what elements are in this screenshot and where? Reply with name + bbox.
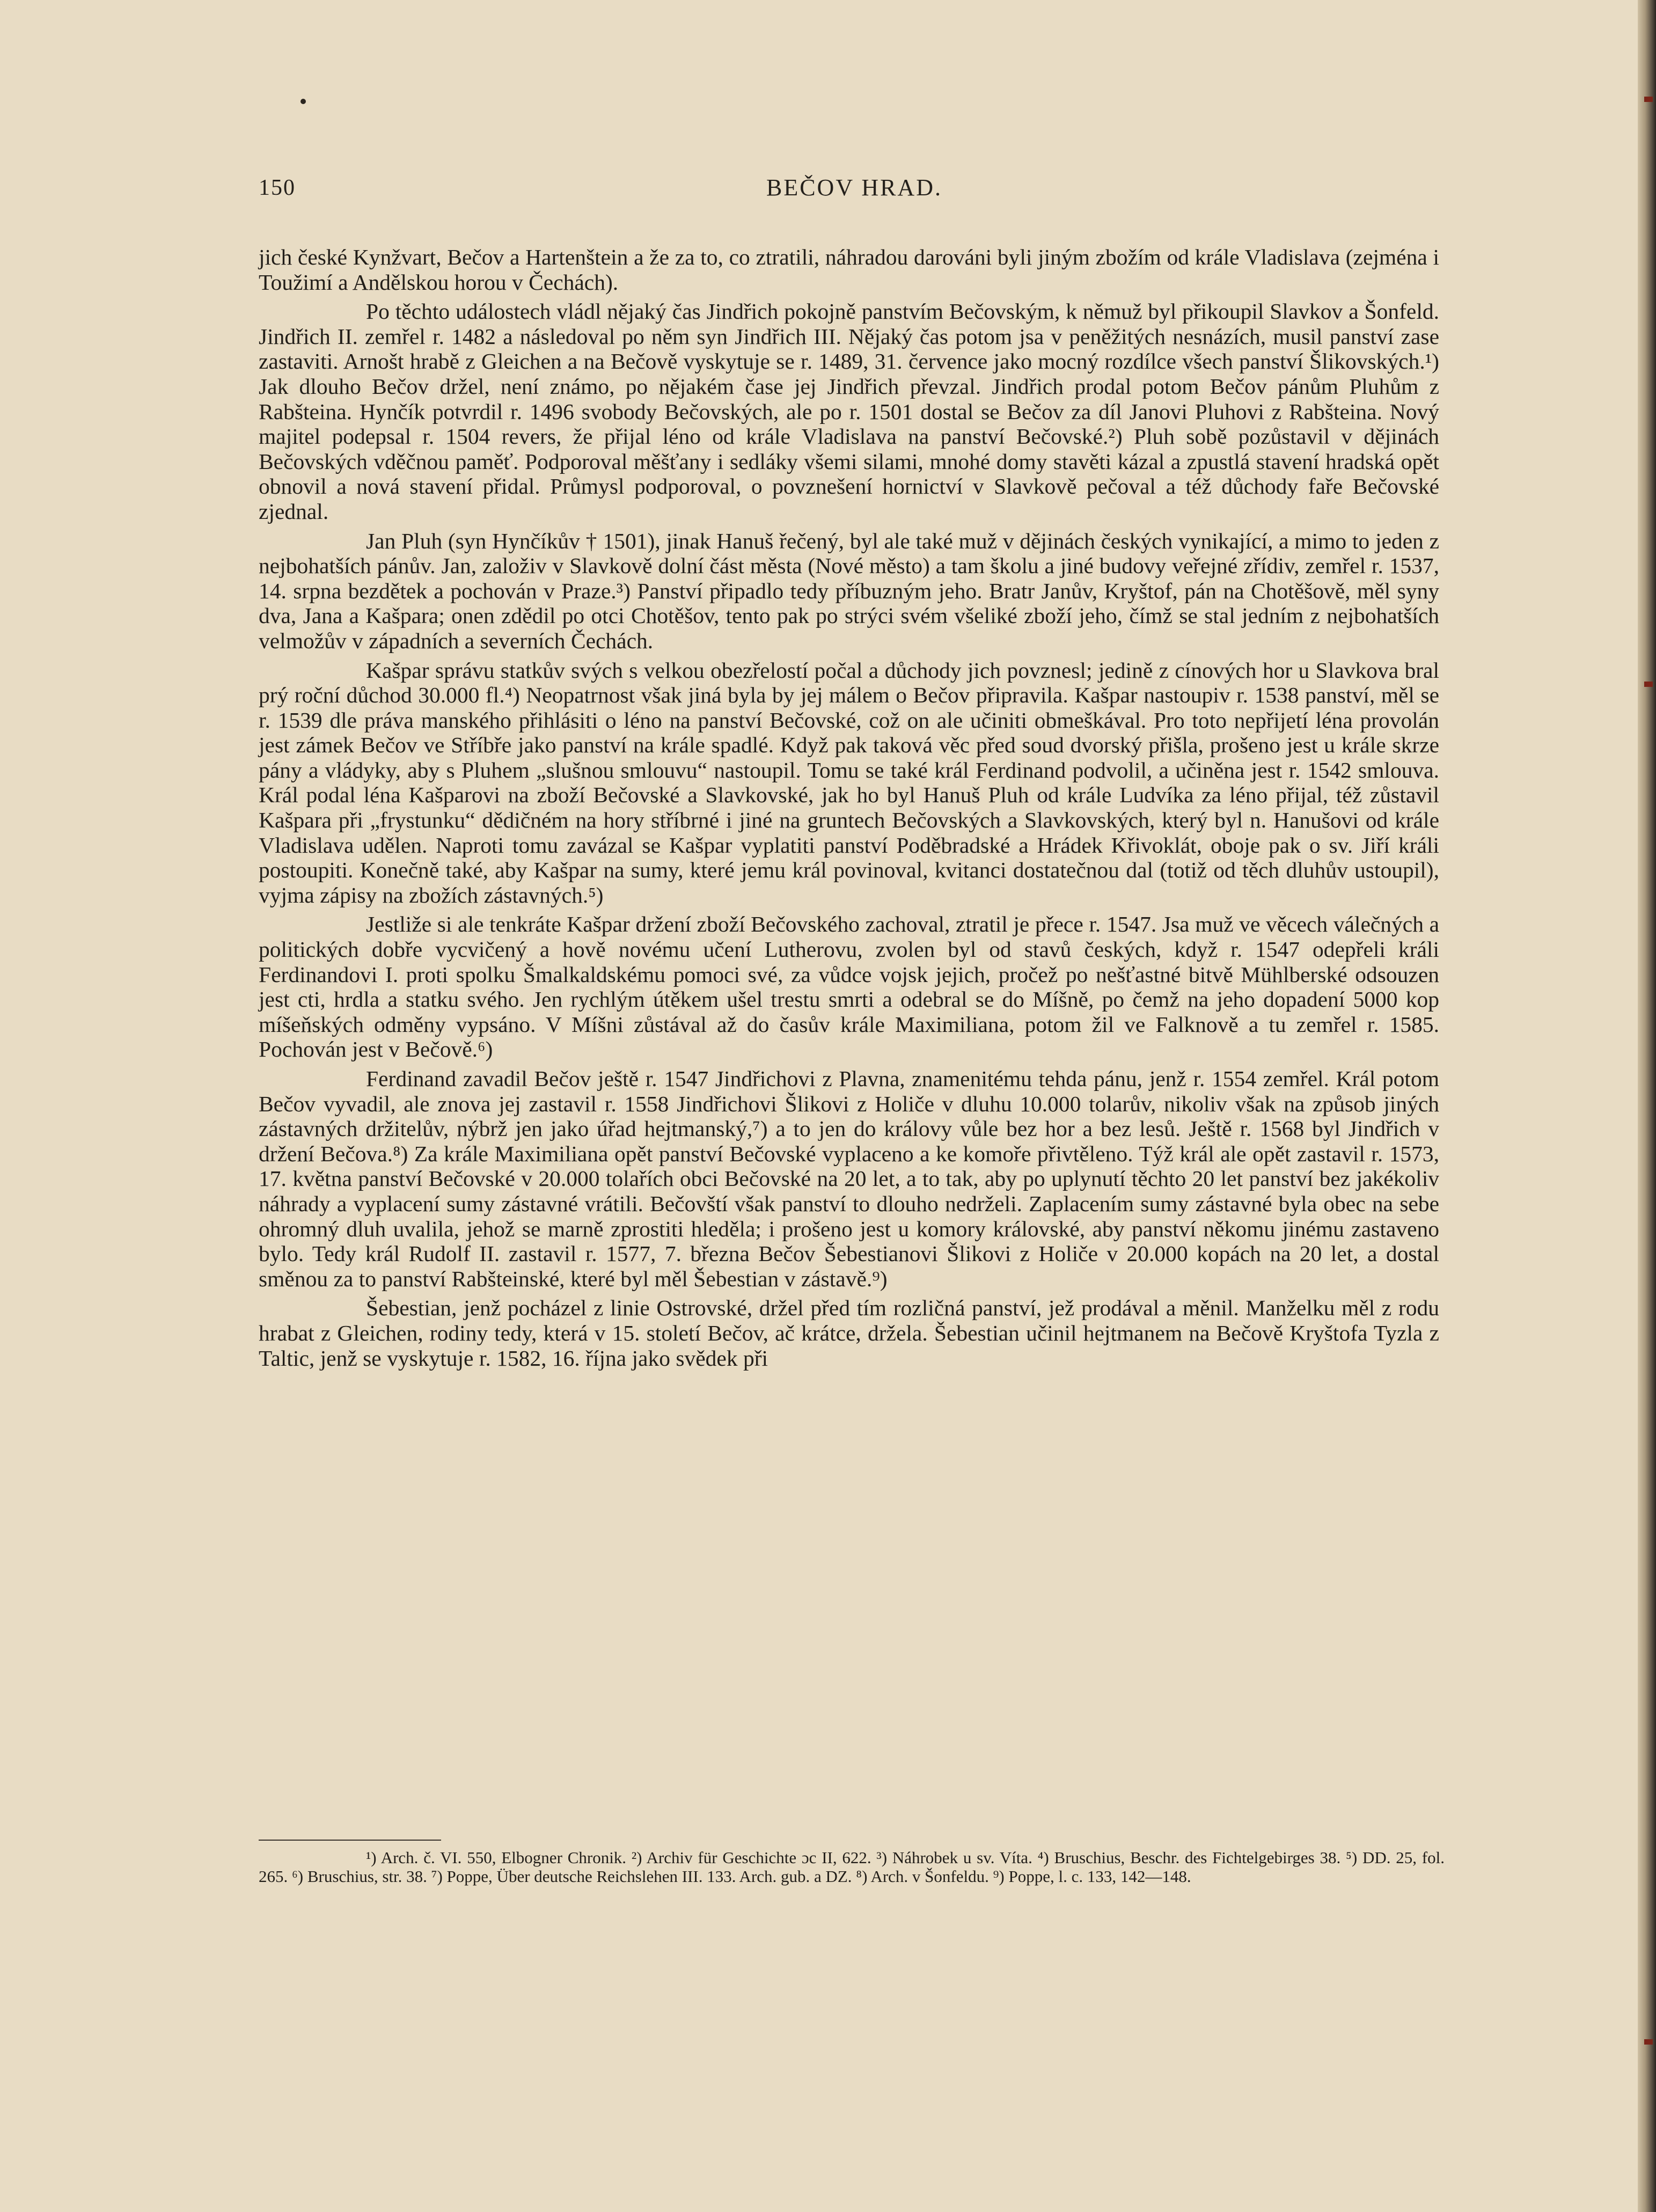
- footnote-text: ¹) Arch. č. VI. 550, Elbogner Chronik. ²) Archiv für Geschichte ɔc II, 622. ³) Náhrobek u sv. Víta. ⁴) Bruschius, Beschr. des Fichtelgebirges 38. ⁵) DD. 25, fol. 265. ⁶) Bruschius, str. 38. ⁷) Poppe, Über deutsche Reichslehen III. 133. Arch. gub. a DZ. ⁸) Arch. v Šonfeldu. ⁹) Poppe, l. c. 133, 142—148.: [259, 1848, 1445, 1886]
- paragraph-4: Kašpar správu statkův svých s velkou obezřelostí počal a důchody jich povznesl; jedině z cínových hor u Slavkova bral prý roční důchod 30.000 fl.⁴) Neopatrnost však jiná byla by jej málem o Bečov připravila. Kašpar nastoupiv r. 1538 panství, měl se r. 1539 dle práva manského přihlásiti o léno na panství Bečovské, což on ale učiniti obmeškával. Pro toto nepřijetí léna provolán jest zámek Bečov ve Stříbře jako panství na krále spadlé. Když pak taková věc před soud dvorský přišla, prošeno jest u krále skrze pány a vládyky, aby s Pluhem „slušnou smlouvu“ nastoupil. Tomu se také král Ferdinand podvolil, a učiněna jest r. 1542 smlouva. Král podal léna Kašparovi na zboží Bečovské a Slavkovské, jak ho byl Hanuš Pluh od krále Ludvíka za léno přijal, též zůstavil Kašpara při „frystunku“ dědičném na hory stříbrné i jiné na gruntech Bečovských a Slavkovských, který byl n. Hanušovi od krále Vladislava udělen. Naproti tomu zavázal se Kašpar vyplatiti panství Poděbradské a Hrádek Křivoklát, oboje pak o sv. Jiří králi postoupiti. Konečně také, aby Kašpar na sumy, které jemu král povinoval, kvitanci dostatečnou dal (totiž od těch dluhův ustoupil), vyjma zápisy na zbožích zástavných.⁵): [259, 657, 1439, 907]
- main-text: [259, 245, 1439, 1375]
- paragraph-7: Šebestian, jenž pocházel z linie Ostrovské, držel před tím rozličná panství, jež prodával a měnil. Manželku měl z rodu hrabat z Gleichen, rodiny tedy, která v 15. století Bečov, ač krátce, držela. Šebestian učinil hejtmanem na Bečově Kryštofa Tyzla z Taltic, jenž se vyskytuje r. 1582, 16. října jako svědek při: [259, 1295, 1439, 1371]
- page-title: BEČOV HRAD.: [766, 174, 942, 201]
- book-edge: [1638, 0, 1656, 2212]
- paragraph-1: jich české Kynžvart, Bečov a Hartenštein a že za to, co ztratili, náhradou darováni byli jiným zbožím od krále Vladislava (zejména i Toužimí a Andělskou horou v Čechách).: [259, 245, 1439, 295]
- page-number: 150: [259, 175, 296, 200]
- paragraph-5: Jestliže si ale tenkráte Kašpar držení zboží Bečovského zachoval, ztratil je přece r. 1547. Jsa muž ve věcech válečných a politických dobře vycvičený a hově novému učení Lutherovu, zvolen byl od stavů českých, když r. 1547 odepřeli králi Ferdinandovi I. proti spolku Šmalkaldskému pomoci své, za vůdce vojsk jejich, pročež po nešťastné bitvě Mühlberské odsouzen jest cti, hrdla a statku svého. Jen rychlým útěkem ušel trestu smrti a odebral se do Míšně, po čemž na jeho dopadení 5000 kop míšeňských odměny vypsáno. V Míšni zůstával až do časův krále Maximiliana, potom žil ve Falknově a tu zemřel r. 1585. Pochován jest v Bečově.⁶): [259, 912, 1439, 1062]
- paragraph-2: Po těchto událostech vládl nějaký čas Jindřich pokojně panstvím Bečovským, k němuž byl přikoupil Slavkov a Šonfeld. Jindřich II. zemřel r. 1482 a následoval po něm syn Jindřich III. Nějaký čas potom jsa v peněžitých nesnázích, musil panství zase zastaviti. Arnošt hrabě z Gleichen a na Bečově vyskytuje se r. 1489, 31. července jako mocný rozdílce všech panství Šlikovských.¹) Jak dlouho Bečov držel, není známo, po nějakém čase jej Jindřich převzal. Jindřich prodal potom Bečov pánům Pluhům z Rabšteina. Hynčík potvrdil r. 1496 svobody Bečovských, ale po r. 1501 dostal se Bečov za díl Janovi Pluhovi z Rabšteina. Nový majitel podepsal r. 1504 revers, že přijal léno od krále Vladislava na panství Bečovské.²) Pluh sobě pozůstavil v dějinách Bečovských vděčnou paměť. Podporoval měšťany i sedláky všemi silami, mnohé domy stavěti kázal a zpustlá stavení hradská opět obnovil a nová stavení přidal. Průmysl podporoval, o povznešení hornictví v Slavkově pečoval a též důchody faře Bečovské zjednal.: [259, 299, 1439, 524]
- footnote-rule: [259, 1840, 441, 1841]
- edge-mark: [1644, 97, 1653, 102]
- edge-mark: [1644, 2039, 1653, 2045]
- footnotes: [259, 1848, 1445, 1886]
- paragraph-3: Jan Pluh (syn Hynčíkův † 1501), jinak Hanuš řečený, byl ale také muž v dějinách českých vynikající, a mimo to jeden z nejbohatších pánův. Jan, založiv v Slavkově dolní část města (Nové město) a tam školu a jiné budovy veřejné zřídiv, zemřel r. 1537, 14. srpna bezdětek a pochován v Praze.³) Panství připadlo tedy příbuzným jeho. Bratr Janův, Kryštof, pán na Chotěšově, měl syny dva, Jana a Kašpara; onen zdědil po otci Chotěšov, tento pak po strýci svém všeliké zboží jeho, čímž se stal jedním z nejbohatších velmožův v západních a severních Čechách.: [259, 528, 1439, 653]
- paragraph-6: Ferdinand zavadil Bečov ještě r. 1547 Jindřichovi z Plavna, znamenitému tehda pánu, jenž r. 1554 zemřel. Král potom Bečov vyvadil, ale znova jej zastavil r. 1558 Jindřichovi Šlikovi z Holiče v dluhu 10.000 tolarův, nikoliv však na způsob jiných zástavných držitelův, nýbrž jen jako úřad hejtmanský,⁷) a to jen do královy vůle bez hor a bez lesů. Ještě r. 1568 byl Jindřich v držení Bečova.⁸) Za krále Maximiliana opět panství Bečovské vyplaceno a ke komoře přivtěleno. Týž král ale opět zastavil r. 1573, 17. května panství Bečovské v 20.000 tolařích obci Bečovské na 20 let, a to tak, aby po uplynutí těchto 20 let panství bez jakékoliv náhrady a vyplacení sumy zástavné vrátili. Bečovští však panství to dlouho nedrželi. Zaplacením sumy zástavné byla obec na sebe ohromný dluh uvalila, jehož se marně zprostiti hleděla; i prošeno jest u komory královské, aby panství někomu jinému zastaveno bylo. Tedy král Rudolf II. zastavil r. 1577, 7. března Bečov Šebestianovi Šlikovi z Holiče v 20.000 kopách na 20 let, a dostal směnou za to panství Rabšteinské, které byl měl Šebestian v zástavě.⁹): [259, 1066, 1439, 1291]
- ink-speck: [301, 99, 306, 104]
- running-head: [259, 171, 1450, 203]
- edge-mark: [1644, 682, 1653, 687]
